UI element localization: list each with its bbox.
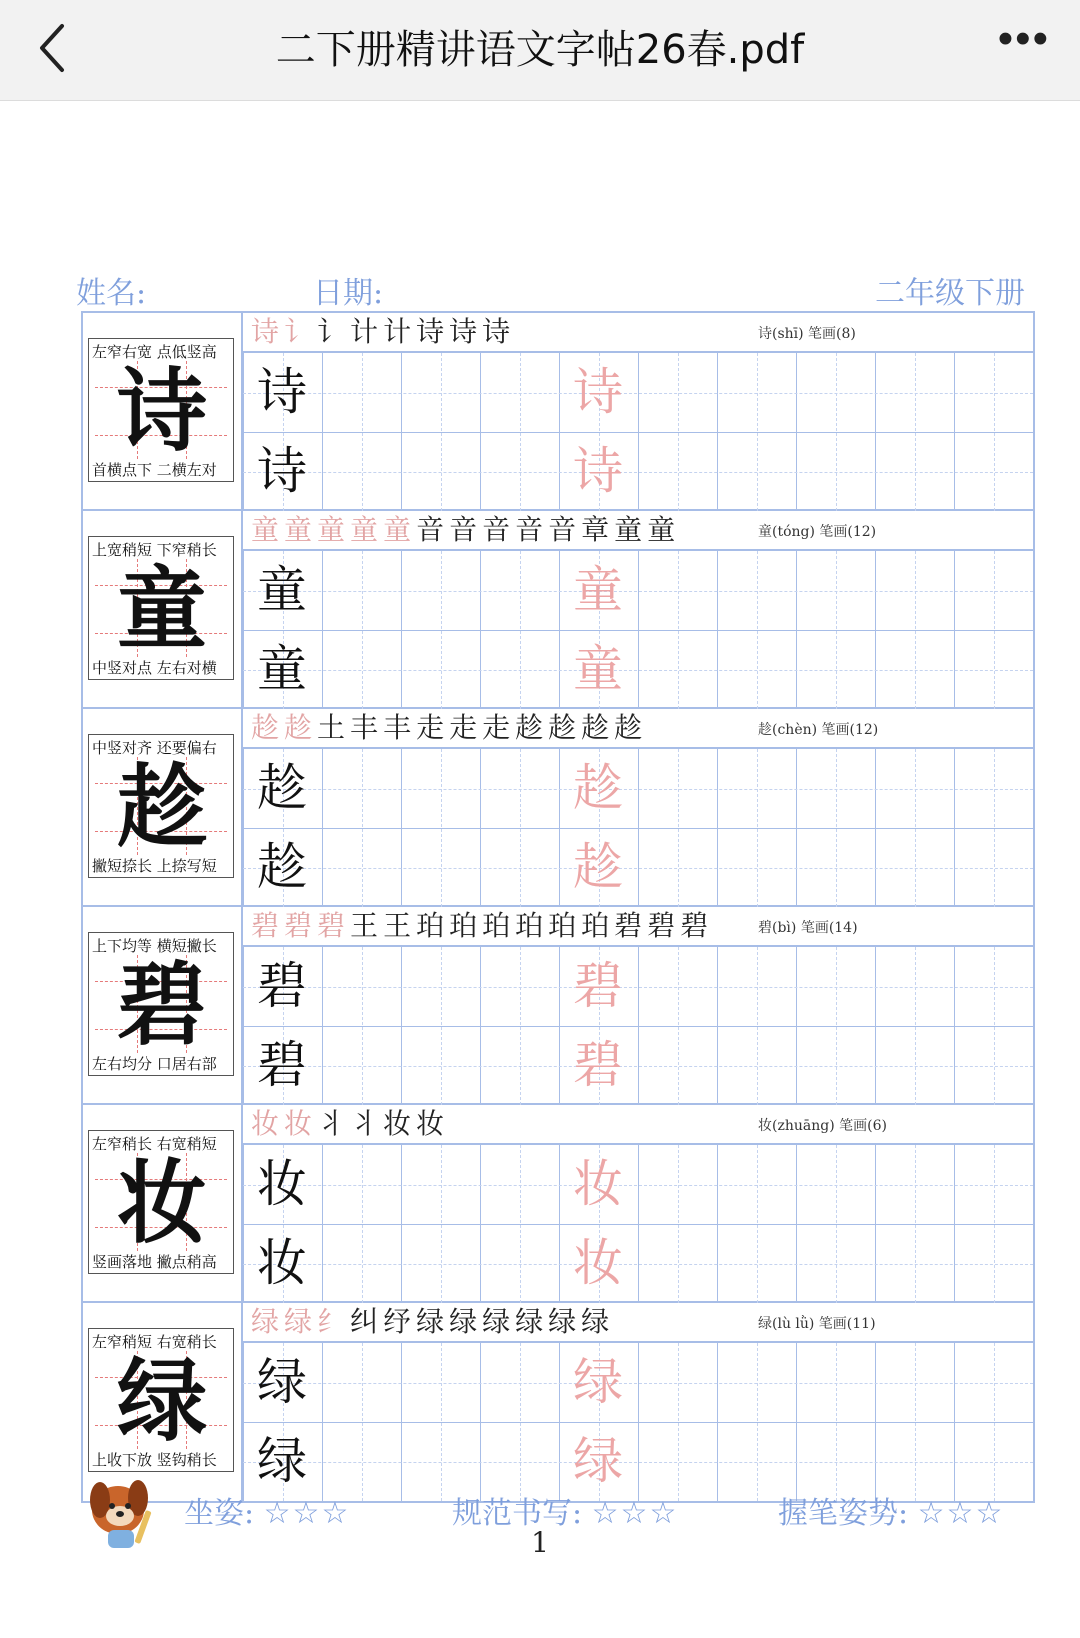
trace-character: 绿 [573, 1432, 623, 1490]
stroke-step: 章 [581, 513, 615, 546]
grip-label: 握笔姿势: [778, 1496, 909, 1531]
character-info: 趁(chèn) 笔画(12) [758, 722, 879, 738]
document-title: 二下册精讲语文字帖26春.pdf [275, 27, 805, 73]
stroke-step: 妆 [284, 1107, 318, 1140]
tip-top: 左窄稍短 右宽稍长 [92, 1333, 217, 1351]
sample-character: 童 [257, 561, 307, 619]
stroke-step: 丬 [317, 1107, 351, 1140]
sample-character: 趁 [257, 838, 307, 896]
practice-row [83, 313, 1033, 511]
character-info: 妆(zhuāng) 笔画(6) [758, 1118, 887, 1134]
stroke-step: 童 [647, 513, 681, 546]
trace-character: 趁 [573, 838, 623, 896]
stroke-step: 诗 [482, 315, 516, 348]
trace-character: 绿 [573, 1353, 623, 1411]
sample-character: 诗 [257, 442, 307, 500]
stroke-step: 纠 [350, 1305, 384, 1338]
demo-cell [83, 709, 243, 907]
trace-character: 趁 [573, 759, 623, 817]
grip-stars[interactable]: ☆☆☆ [917, 1496, 1005, 1531]
stroke-step: 珀 [581, 909, 615, 942]
demo-box [88, 536, 234, 680]
grid-line [243, 432, 1033, 433]
stroke-order [251, 908, 713, 944]
sample-character: 趁 [257, 759, 307, 817]
tip-bottom: 左右均分 口居右部 [92, 1055, 217, 1073]
stroke-step: 珀 [548, 909, 582, 942]
writing-stars[interactable]: ☆☆☆ [591, 1496, 679, 1531]
stroke-step: 纾 [383, 1305, 417, 1338]
stroke-order [251, 512, 680, 548]
stroke-step: 走 [482, 711, 516, 744]
stroke-step: 童 [251, 513, 285, 546]
sample-character: 诗 [257, 363, 307, 421]
grid-line [243, 868, 1033, 869]
tip-top: 中竖对齐 还要偏右 [92, 739, 217, 757]
stroke-step: 趁 [548, 711, 582, 744]
stroke-step: 讠 [317, 315, 351, 348]
stroke-order [251, 1304, 614, 1340]
grid-line [243, 789, 1033, 790]
grid-line [243, 393, 1033, 394]
stroke-step: 纟 [317, 1305, 351, 1338]
writing-grid [243, 551, 1033, 709]
grid-line [1033, 947, 1034, 1105]
stroke-order [251, 314, 515, 350]
demo-box [88, 734, 234, 878]
name-label: 姓名: [76, 276, 147, 311]
stroke-step: 妆 [383, 1107, 417, 1140]
demo-cell [83, 907, 243, 1105]
practice-row [83, 907, 1033, 1105]
stroke-step: 趁 [284, 711, 318, 744]
practice-row [83, 1105, 1033, 1303]
stroke-step: 土 [317, 711, 351, 744]
grid-line [243, 1264, 1033, 1265]
stroke-step: 绿 [449, 1305, 483, 1338]
stroke-step: 绿 [284, 1305, 318, 1338]
stroke-step: 童 [383, 513, 417, 546]
stroke-step: 趁 [614, 711, 648, 744]
model-character: 妆 [117, 1150, 207, 1256]
more-button[interactable] [998, 14, 1050, 64]
stroke-step: 趁 [581, 711, 615, 744]
stroke-step: 计 [383, 315, 417, 348]
tip-bottom: 首横点下 二横左对 [92, 461, 217, 479]
grid-line [1033, 353, 1034, 511]
stroke-step: 绿 [581, 1305, 615, 1338]
stroke-step: 丰 [383, 711, 417, 744]
demo-box [88, 1130, 234, 1274]
model-character: 趁 [117, 754, 207, 860]
grid-line [243, 472, 1033, 473]
chevron-left-icon [30, 18, 80, 78]
tip-bottom: 竖画落地 撇点稍高 [92, 1253, 217, 1271]
stroke-step: 走 [416, 711, 450, 744]
stroke-step: 碧 [614, 909, 648, 942]
grid-line [1033, 749, 1034, 907]
model-character: 诗 [117, 358, 207, 464]
posture-label: 坐姿: [184, 1496, 255, 1531]
tip-bottom: 上收下放 竖钩稍长 [92, 1451, 217, 1469]
grid-line [243, 1224, 1033, 1225]
tip-top: 上下均等 横短撇长 [92, 937, 217, 955]
trace-character: 碧 [573, 1036, 623, 1094]
sample-character: 妆 [257, 1155, 307, 1213]
demo-box [88, 338, 234, 482]
stroke-step: 碧 [284, 909, 318, 942]
tip-top: 左窄右宽 点低竖高 [92, 343, 217, 361]
stroke-step: 讠 [284, 315, 318, 348]
stroke-step: 绿 [515, 1305, 549, 1338]
writing-grid [243, 353, 1033, 511]
top-bar [0, 0, 1080, 101]
writing-grid [243, 947, 1033, 1105]
stroke-step: 诗 [416, 315, 450, 348]
character-info: 绿(lù lǜ) 笔画(11) [758, 1316, 876, 1332]
stroke-step: 丰 [350, 711, 384, 744]
stroke-step: 珀 [515, 909, 549, 942]
practice-row [83, 1303, 1033, 1501]
stroke-step: 趁 [515, 711, 549, 744]
tip-bottom: 撇短捺长 上捺写短 [92, 857, 217, 875]
grid-line [243, 1026, 1033, 1027]
stroke-step: 碧 [680, 909, 714, 942]
stroke-step: 音 [548, 513, 582, 546]
grid-line [1033, 1145, 1034, 1303]
practice-sheet [81, 311, 1035, 1503]
stroke-step: 王 [383, 909, 417, 942]
grid-line [243, 591, 1033, 592]
stroke-step: 童 [284, 513, 318, 546]
stroke-step: 碧 [317, 909, 351, 942]
grid-line [243, 670, 1033, 671]
tip-bottom: 中竖对点 左右对横 [92, 659, 217, 677]
more-dots-icon: ••• [997, 14, 1050, 63]
trace-character: 碧 [573, 957, 623, 1015]
trace-character: 诗 [573, 363, 623, 421]
grid-line [243, 1462, 1033, 1463]
stroke-step: 童 [317, 513, 351, 546]
writing-label: 规范书写: [452, 1496, 583, 1531]
stroke-step: 诗 [449, 315, 483, 348]
sample-character: 绿 [257, 1432, 307, 1490]
stroke-step: 绿 [251, 1305, 285, 1338]
demo-box [88, 1328, 234, 1472]
sample-character: 碧 [257, 957, 307, 1015]
demo-cell [83, 313, 243, 511]
trace-character: 妆 [573, 1155, 623, 1213]
grade-label: 二年级下册 [875, 276, 1025, 311]
writing-grid [243, 1343, 1033, 1501]
practice-row [83, 511, 1033, 709]
date-label: 日期: [313, 276, 384, 311]
stroke-step: 妆 [416, 1107, 450, 1140]
sample-character: 童 [257, 640, 307, 698]
practice-row [83, 709, 1033, 907]
stroke-step: 碧 [647, 909, 681, 942]
stroke-step: 音 [416, 513, 450, 546]
model-character: 童 [117, 556, 207, 662]
stroke-step: 珀 [449, 909, 483, 942]
grid-line [243, 828, 1033, 829]
demo-box [88, 932, 234, 1076]
character-info: 碧(bì) 笔画(14) [758, 920, 858, 936]
sample-character: 碧 [257, 1036, 307, 1094]
stroke-step: 丬 [350, 1107, 384, 1140]
model-character: 绿 [117, 1348, 207, 1454]
stroke-step: 音 [449, 513, 483, 546]
trace-character: 诗 [573, 442, 623, 500]
stroke-step: 碧 [251, 909, 285, 942]
stroke-step: 童 [614, 513, 648, 546]
stroke-step: 绿 [548, 1305, 582, 1338]
stroke-step: 珀 [482, 909, 516, 942]
trace-character: 童 [573, 561, 623, 619]
page-number: 1 [531, 1526, 549, 1559]
stroke-step: 绿 [482, 1305, 516, 1338]
stroke-step: 童 [350, 513, 384, 546]
grid-line [243, 1422, 1033, 1423]
writing-grid [243, 1145, 1033, 1303]
stroke-step: 计 [350, 315, 384, 348]
tip-top: 左窄稍长 右宽稍短 [92, 1135, 217, 1153]
sample-character: 绿 [257, 1353, 307, 1411]
trace-character: 妆 [573, 1234, 623, 1292]
stroke-step: 音 [482, 513, 516, 546]
grid-line [243, 630, 1033, 631]
stroke-step: 珀 [416, 909, 450, 942]
stroke-step: 诗 [251, 315, 285, 348]
character-info: 诗(shī) 笔画(8) [758, 326, 856, 342]
grid-line [243, 1185, 1033, 1186]
grid-line [243, 987, 1033, 988]
stroke-step: 妆 [251, 1107, 285, 1140]
grid-line [1033, 1343, 1034, 1501]
posture-stars[interactable]: ☆☆☆ [263, 1496, 351, 1531]
stroke-step: 绿 [416, 1305, 450, 1338]
character-info: 童(tóng) 笔画(12) [758, 524, 877, 540]
grid-line [243, 1383, 1033, 1384]
stroke-order [251, 710, 647, 746]
stroke-step: 走 [449, 711, 483, 744]
demo-cell [83, 511, 243, 709]
trace-character: 童 [573, 640, 623, 698]
tip-top: 上宽稍短 下窄稍长 [92, 541, 217, 559]
back-button[interactable] [30, 18, 80, 78]
demo-cell [83, 1105, 243, 1303]
stroke-step: 王 [350, 909, 384, 942]
grid-line [243, 1066, 1033, 1067]
stroke-step: 趁 [251, 711, 285, 744]
writing-grid [243, 749, 1033, 907]
model-character: 碧 [117, 952, 207, 1058]
stroke-order [251, 1106, 449, 1142]
grid-line [1033, 551, 1034, 709]
sample-character: 妆 [257, 1234, 307, 1292]
stroke-step: 音 [515, 513, 549, 546]
